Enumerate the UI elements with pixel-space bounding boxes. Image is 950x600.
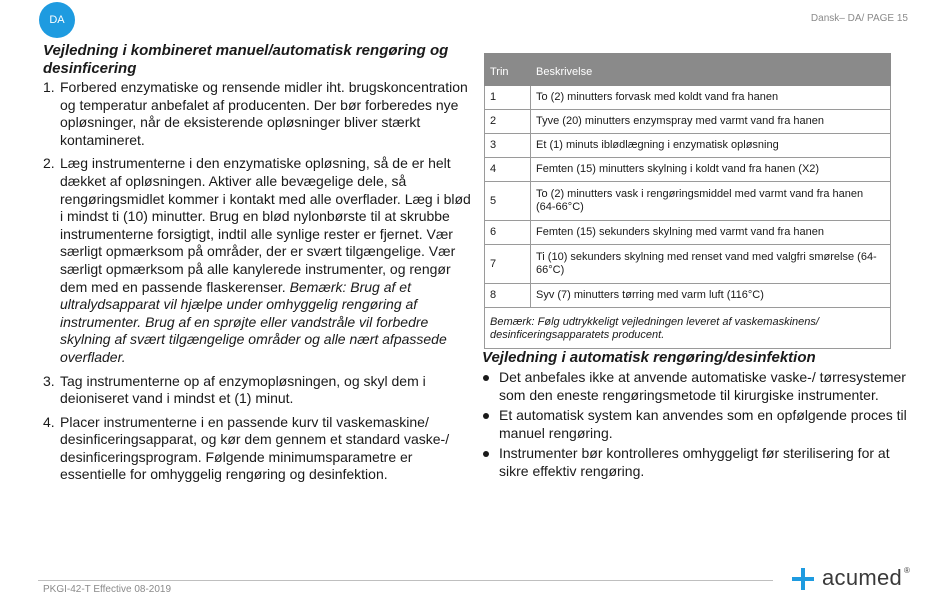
table-cell-description: To (2) minutters forvask med koldt vand fra hanen: [531, 86, 891, 110]
table-row: [485, 158, 891, 182]
step-text: Placer instrumenterne i en passende kurv til vaskemaskine/ desinficeringsapparat, og kør dem gennem et standard vaske-/ desinficeringsprogram. Følgende minimumsparametre er essentielle for omhyggelig rengøring og desinfektion.: [60, 413, 450, 483]
table-cell-step: 7: [485, 245, 531, 284]
registered-mark: ®: [904, 566, 910, 575]
bullet-item: [482, 369, 912, 404]
bullet-item: [482, 407, 912, 442]
table-cell-description: To (2) minutters vask i rengøringsmiddel med varmt vand fra hanen (64-66°C): [531, 182, 891, 221]
table-row: [485, 110, 891, 134]
bullet-text: Det anbefales ikke at anvende automatiske vaske-/ tørresystemer som den eneste rengøringsmetode til kirurgiske instrumenter.: [499, 369, 906, 403]
footer-divider: [38, 580, 773, 581]
table-cell-step: 3: [485, 134, 531, 158]
table-cell-description: Femten (15) sekunders skylning med varmt vand fra hanen: [531, 221, 891, 245]
table-row: [485, 182, 891, 221]
table-cell-step: 5: [485, 182, 531, 221]
bullet-icon: [483, 413, 489, 419]
step-note: Bemærk: Brug af et ultralydsapparat vil hjælpe under omhyggelig rengøring af instrumenter. Brug af en sprøjte eller vandstråle vil forbedre skylning af svært tilgængelige områder og alle nært afpassede overflader.: [60, 278, 447, 365]
bullet-item: [482, 445, 912, 480]
step-text: Tag instrumenterne op af enzymopløsningen, og skyl dem i deioniseret vand i mindst et (1) minut.: [60, 372, 426, 407]
table-cell-description: Ti (10) sekunders skylning med renset vand med valgfri smørelse (64-66°C): [531, 245, 891, 284]
page-label: Dansk– DA/ PAGE 15: [810, 13, 908, 24]
table-header-step: Trin: [485, 54, 531, 86]
document-code: PKGI-42-T Effective 08-2019: [43, 584, 172, 595]
table-row: [485, 284, 891, 308]
steps-list: [43, 79, 471, 484]
language-badge: DA: [39, 2, 75, 38]
plus-icon: [792, 568, 814, 590]
left-column: [43, 42, 471, 484]
step-number: 4.: [43, 413, 55, 430]
step-number: 2.: [43, 155, 55, 172]
step-text: Forbered enzymatiske og rensende midler iht. brugskoncentration og temperatur anbefalet af producenten. Der bør forberedes nye opløsninger, når de eksisterende opløsninger bliver stærkt kontamineret.: [60, 79, 468, 148]
bullet-icon: [483, 375, 489, 381]
step-item: [43, 373, 471, 408]
table-header-row: [485, 54, 891, 86]
step-text: Læg instrumenterne i den enzymatiske opløsning, så de er helt dækket af opløsningen. Aktiver alle bevægelige dele, så rengøringsmidlet kommer i kontakt med alle overflader. Læg i blød i mindst ti (10) minutter. Brug en blød nylonbørste til at skrubbe instrumenterne forsigtigt, indtil alle synlige rester er fjernet. Vær særligt opmærksom på områder, der er svært tilgængelige. Vær særligt opmærksom på alle kanylerede instrumenter, og rengør dem med en passende flaskerenser.: [60, 155, 471, 295]
table-note-row: [485, 308, 891, 349]
table-cell-step: 6: [485, 221, 531, 245]
table-cell-description: Tyve (20) minutters enzymspray med varmt vand fra hanen: [531, 110, 891, 134]
step-item: [43, 155, 471, 366]
table-header-description: Beskrivelse: [531, 54, 891, 86]
table-cell-step: 2: [485, 110, 531, 134]
step-number: 3.: [43, 372, 55, 389]
right-column: [482, 349, 912, 484]
table-cell-description: Et (1) minuts iblødlægning i enzymatisk opløsning: [531, 134, 891, 158]
bullet-icon: [483, 451, 489, 457]
step-item: [43, 414, 471, 484]
table-cell-step: 4: [485, 158, 531, 182]
parameters-table: [484, 53, 891, 349]
table-cell-step: 8: [485, 284, 531, 308]
bullet-text: Instrumenter bør kontrolleres omhyggeligt før sterilisering for at sikre effektiv rengøring.: [499, 445, 890, 479]
bullet-list: [482, 369, 912, 481]
table-cell-step: 1: [485, 86, 531, 110]
table-row: [485, 221, 891, 245]
table-row: [485, 86, 891, 110]
logo-wordmark: acumed: [822, 565, 903, 590]
bullet-text: Et automatisk system kan anvendes som en opfølgende proces til manuel rengøring.: [499, 407, 907, 441]
section-title: Vejledning i kombineret manuel/automatisk rengøring og desinficering: [43, 42, 449, 77]
table-note: Bemærk: Følg udtrykkeligt vejledningen leveret af vaskemaskinens/ desinficeringsapparatets producent.: [485, 308, 891, 349]
acumed-logo: [792, 566, 912, 596]
table-row: [485, 245, 891, 284]
table-row: [485, 134, 891, 158]
step-number: 1.: [43, 79, 55, 95]
step-item: [43, 79, 471, 149]
automatic-section-title: Vejledning i automatisk rengøring/desinfektion: [482, 349, 816, 366]
table-cell-description: Femten (15) minutters skylning i koldt vand fra hanen (X2): [531, 158, 891, 182]
table-cell-description: Syv (7) minutters tørring med varm luft (116°C): [531, 284, 891, 308]
